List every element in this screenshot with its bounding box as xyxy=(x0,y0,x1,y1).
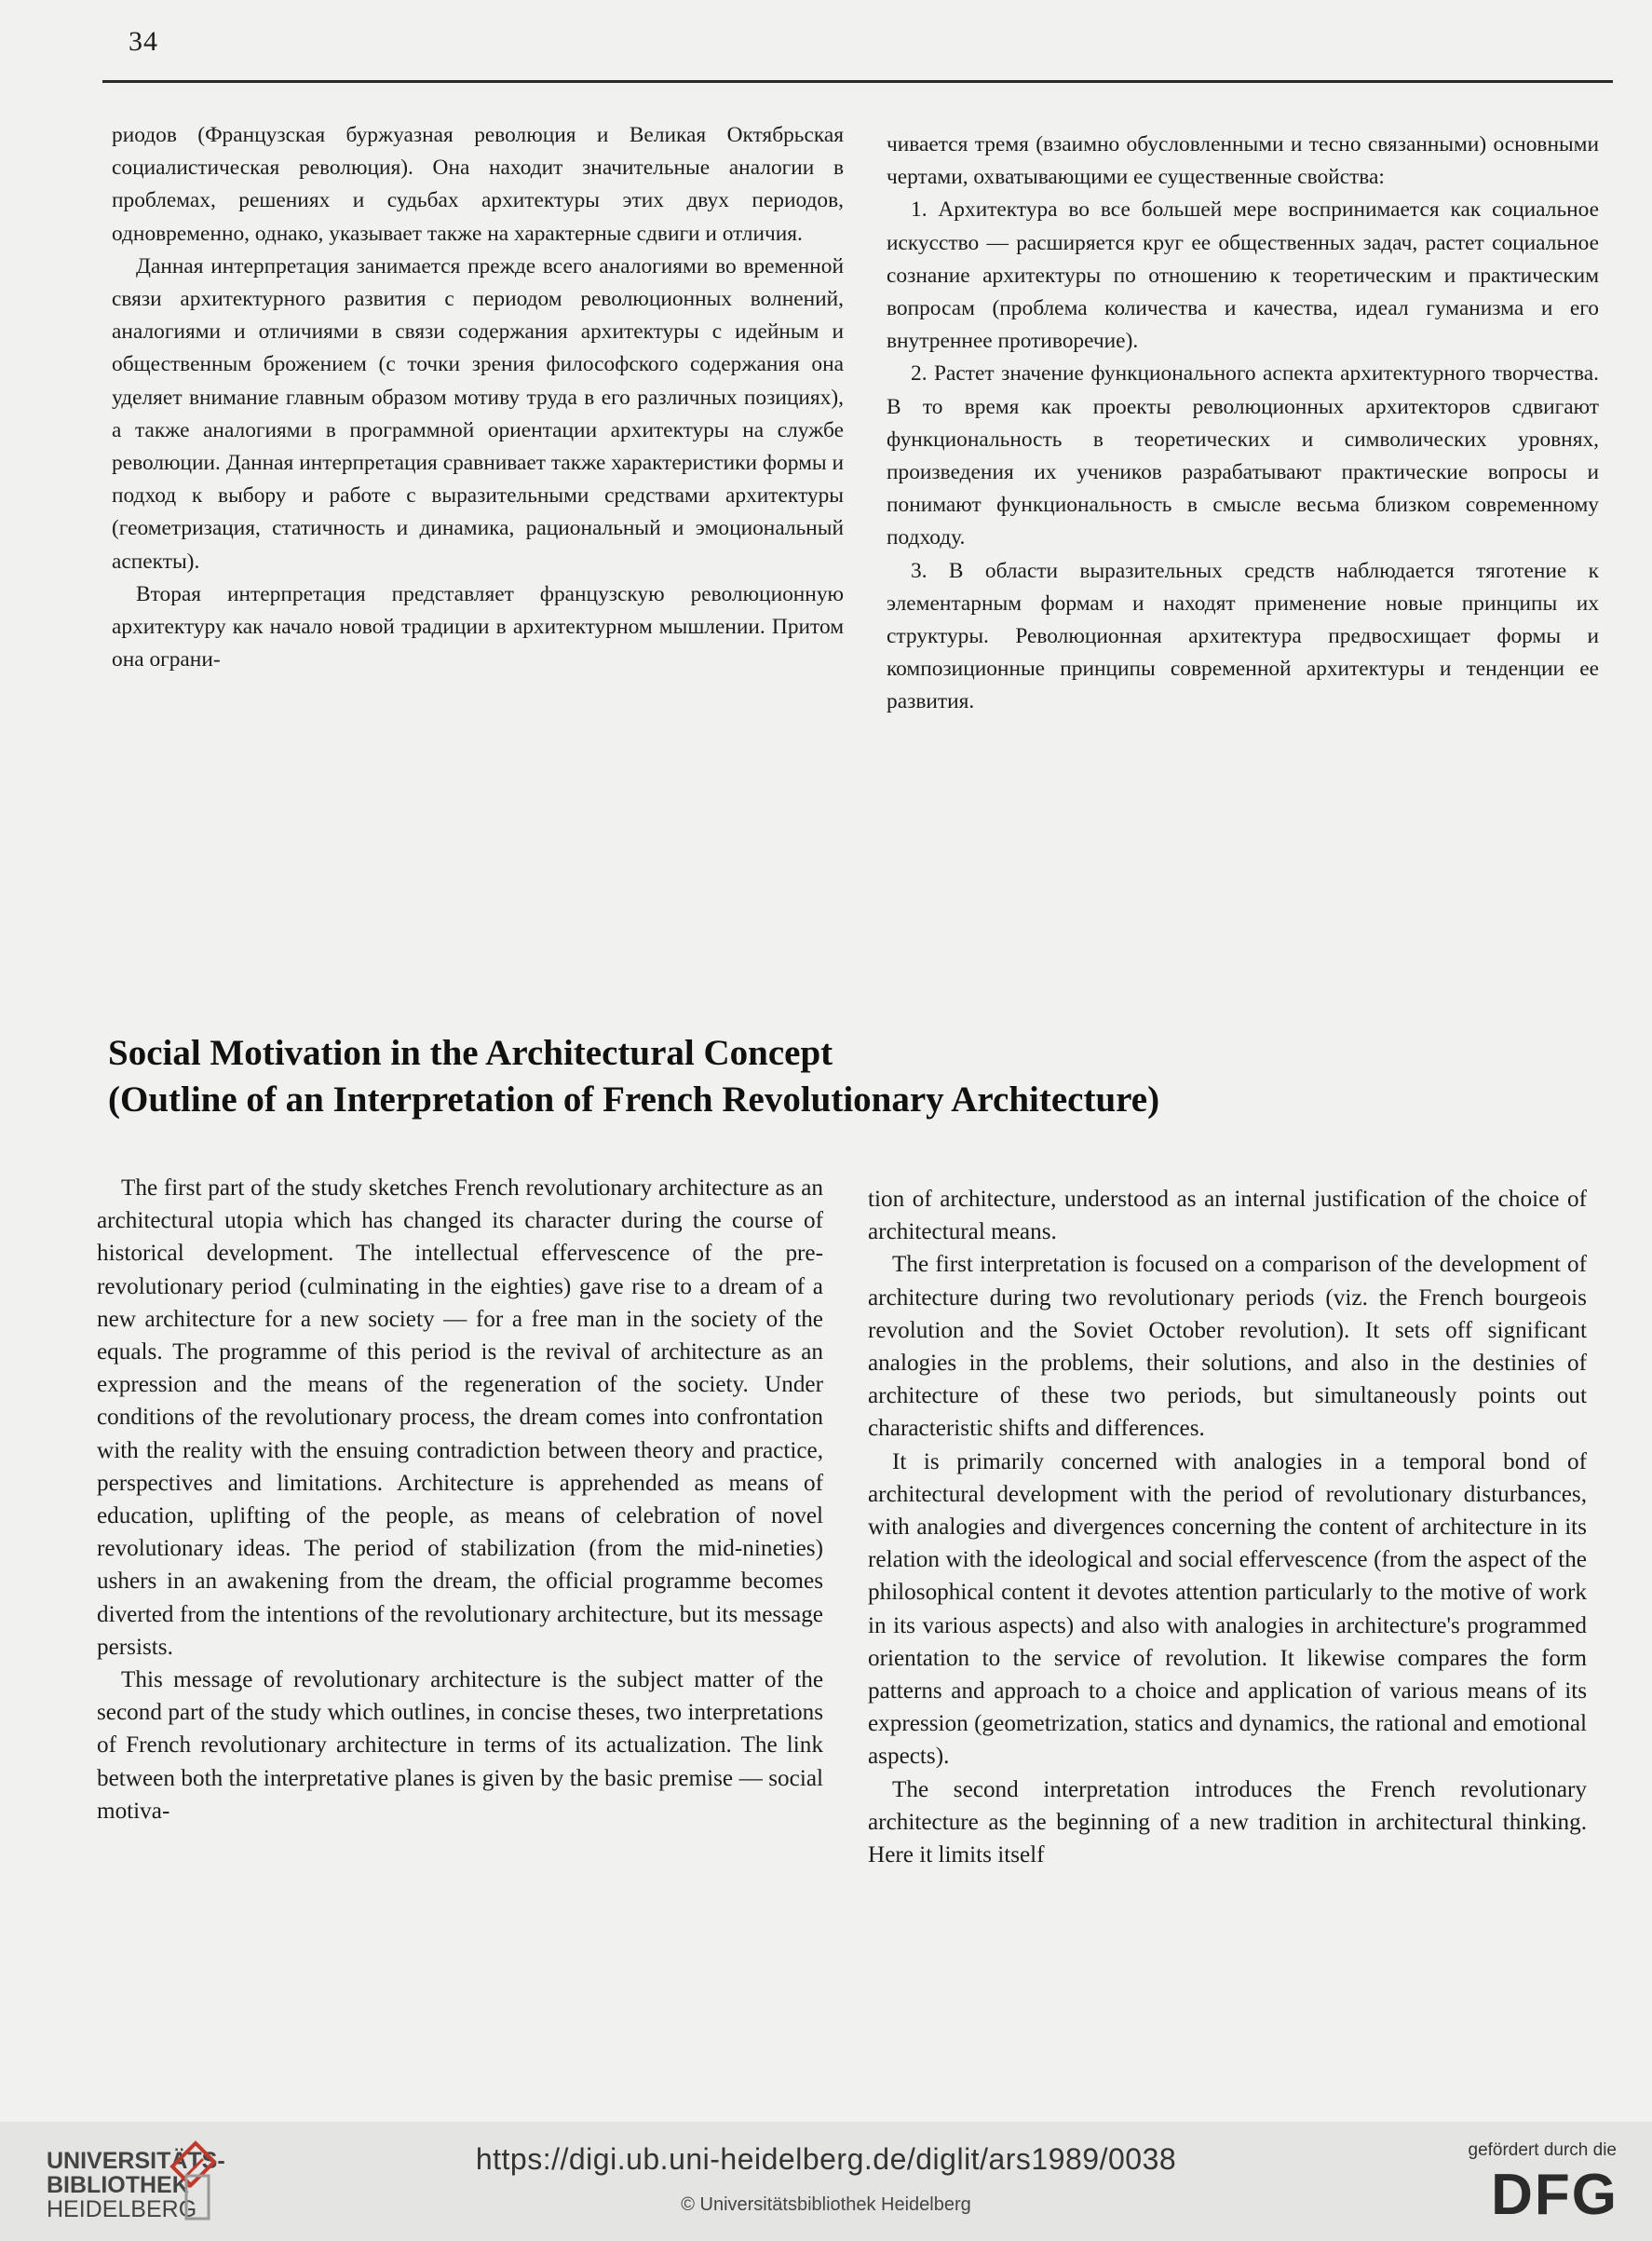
paragraph: tion of architecture, understood as an internal justification of the choice of architectural means. xyxy=(868,1187,1587,1245)
paragraph: It is primarily concerned with analogies in a temporal bond of architectural development with the period of revolutionary disturbances, with analogies and divergences concerning the content of architecture in its relation with the ideological and social effervescence (from the aspect of the philosophical content it devotes attention particularly to the motive of work in its various aspects) and also with analogies in architecture's programmed orientation to the service of revolution. It likewise compares the form patterns and approach to a choice and application of various means of its expression (geometrization, statics and dynamics, the rational and emotional aspects). xyxy=(868,1448,1587,1770)
heading-subtitle: (Outline of an Interpretation of French Revolutionary Architecture) xyxy=(108,1080,1160,1120)
copyright: © Universitätsbibliothek Heidelberg xyxy=(681,2194,971,2215)
russian-right-column xyxy=(887,129,1599,719)
english-right-column xyxy=(868,1183,1587,1871)
logo-line: HEIDELBERG xyxy=(47,2196,197,2222)
page-number: 34 xyxy=(129,26,158,57)
paragraph: This message of revolutionary architecture is the subject matter of the second part of the study which outlines, in concise theses, two interpretations of French revolutionary architecture in terms of its actualization. The link between both the interpretative planes is given by the basic premise — social motiva- xyxy=(97,1667,823,1824)
english-left-column xyxy=(97,1172,823,1827)
paragraph: The first part of the study sketches French revolutionary architecture as an architectural utopia which has changed its character during the course of historical development. The intellectual effervescence of the pre-revolutionary period (culminating in the eighties) gave rise to a dream of a new architecture for a new society — for a free man in the society of the equals. The programme of this period is the revival of architecture as an expression and the means of the regeneration of the society. Under conditions of the revolutionary process, the dream comes into confrontation with the reality with the ensuing contradiction between theory and practice, perspectives and limitations. Architecture is apprehended as means of education, uplifting of the people, as means of celebration of novel revolutionary ideas. The period of stabilization (from the mid-nineties) ushers in an awakening from the dream, the official programme becomes diverted from the intentions of the revolutionary architecture, but its message persists. xyxy=(97,1175,823,1660)
logo-line: UNIVERSITÄTS- xyxy=(47,2148,225,2174)
logo-line: BIBLIOTHEK xyxy=(47,2172,189,2198)
paragraph: The second interpretation introduces the French revolutionary architecture as the beginning of a new tradition in architectural thinking. Here it limits itself xyxy=(868,1776,1587,1868)
paragraph: The first interpretation is focused on a comparison of the development of architecture during two revolutionary periods (viz. the French bourgeois revolution and the Soviet October revolution). It sets off significant analogies in the problems, their solutions, and also in the destinies of architecture of these two periods, but simultaneously points out characteristic shifts and differences. xyxy=(868,1252,1587,1442)
paragraph: 2. Растет значение функционального аспекта архитектурного творчества. В то время как проекты революционных архитекторов сдвигают функциональность в теоретических и символических уровнях, произведения их учеников разрабатывают практические вопросы и понимают функциональность в смысле весьма близком современному подходу. xyxy=(887,361,1599,550)
paragraph: 1. Архитектура во все большей мере воспринимается как социальное искусство — расширяется круг ее общественных задач, растет социальное сознание архитектуры по отношению к теоретическим и практическим вопросам (проблема количества и качества, идеал гуманизма и его внутреннее противоречие). xyxy=(887,197,1599,354)
dfg-logo: DFG xyxy=(1491,2163,1618,2227)
article-heading xyxy=(108,1030,1505,1123)
permalink[interactable]: https://digi.ub.uni-heidelberg.de/diglit/ars1989/0038 xyxy=(475,2142,1177,2176)
paragraph: 3. В области выразительных средств наблюдается тяготение к элементарным формам и находят применение новые принципы их структуры. Революционная архитектура предвосхищает формы и композиционные принципы современной архитектуры и тенденции ее развития. xyxy=(887,558,1599,714)
funded-by-label: gefördert durch die xyxy=(1468,2140,1617,2160)
paragraph: чивается тремя (взаимно обусловленными и тесно связанными) основными чертами, охватывающими ее существенные свойства: xyxy=(887,132,1599,190)
heading-title: Social Motivation in the Architectural Concept xyxy=(108,1033,833,1073)
paragraph: Данная интерпретация занимается прежде всего аналогиями во временной связи архитектурного развития с периодом революционных волнений, аналогиями и отличиями в связи содержания архитектуры с идейным и общественным брожением (с точки зрения философского содержания она уделяет внимание главным образом мотиву труда в его различных позициях), а также аналогиями в программной ориентации архитектуры на службе революции. Данная интерпретация сравнивает также характеристики формы и подход к выбору и работе с выразительными средствами архитектуры (геометризация, статичность и динамика, рациональный и эмоциональный аспекты). xyxy=(112,253,844,574)
paragraph: риодов (Французская буржуазная революция и Великая Октябрьская социалистическая революция). Она находит значительные аналогии в проблемах, решениях и судьбах архитектуры этих двух периодов, одновременно, однако, указывает также на характерные сдвиги и отличия. xyxy=(112,123,844,246)
russian-left-column xyxy=(112,119,844,676)
paragraph: Вторая интерпретация представляет французскую революционную архитектуру как начало новой традиции в архитектурном мышлении. Притом она ограни- xyxy=(112,581,844,672)
footer-bar xyxy=(0,2122,1652,2241)
header-rule xyxy=(102,80,1613,83)
